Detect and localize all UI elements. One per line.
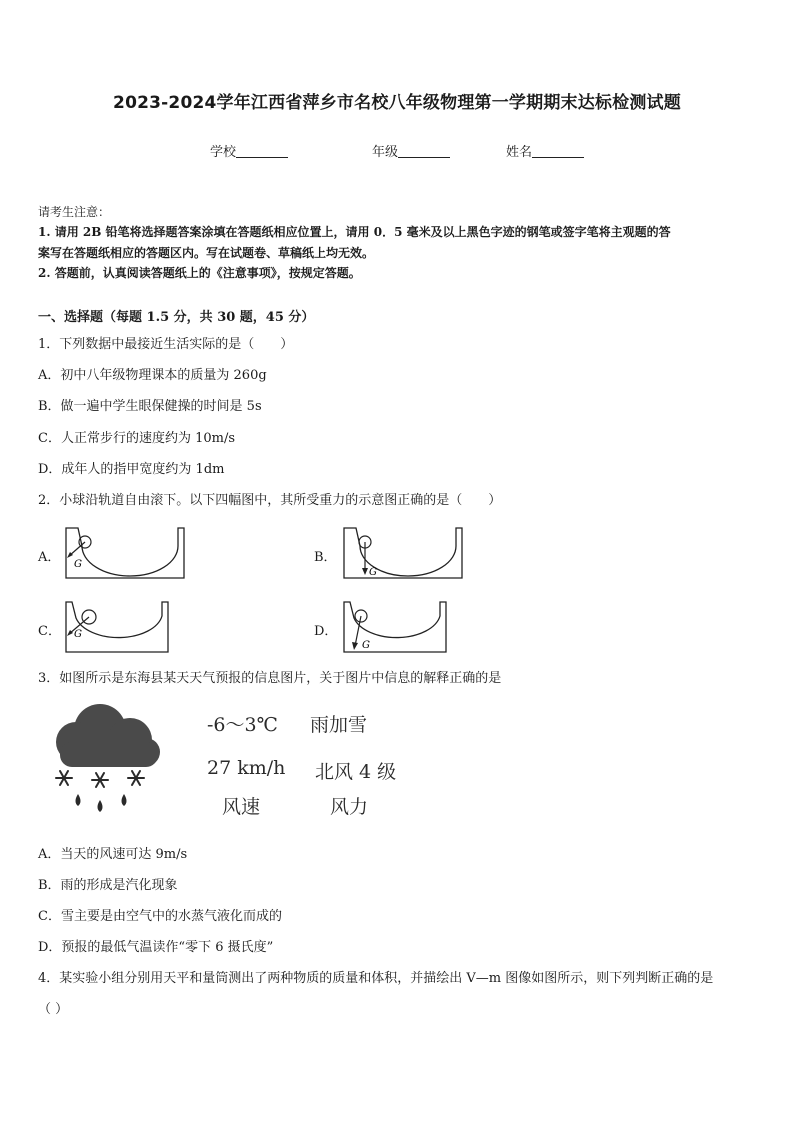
weather-wind-level: 北风 4 级 [315, 761, 397, 783]
cloud-icon [56, 704, 160, 767]
q1-stem: 1．下列数据中最接近生活实际的是（ ） [38, 337, 294, 352]
weather-condition: 雨加雪 [310, 714, 368, 736]
notice-line-2: 2. 答题前，认真阅读答题纸上的《注意事项》，按规定答题。 [38, 266, 361, 280]
q2-label-b: B． [314, 550, 337, 565]
q3-option-c: C．雪主要是由空气中的水蒸气液化而成的 [38, 909, 282, 924]
notice-line-1a: 1. 请用 2B 铅笔将选择题答案涂填在答题纸相应位置上，请用 0．5 毫米及以上黑色字迹的钢笔或签字笔将主观题的答 [38, 225, 671, 239]
snowflake-icons [56, 771, 144, 787]
name-field [506, 141, 584, 160]
track-a [66, 528, 184, 578]
g-label-b: G [369, 567, 377, 578]
school-blank [236, 144, 288, 158]
grade-label: 年级 [372, 145, 399, 160]
g-label-d: G [362, 640, 370, 651]
school-field [210, 141, 288, 160]
raindrop-icons [76, 794, 127, 812]
q2-label-c: C． [38, 624, 61, 639]
q1-option-a: A．初中八年级物理课本的质量为 260g [38, 368, 267, 383]
rain-snow-weather-icon [48, 700, 164, 818]
q2-label-a: A． [38, 550, 61, 565]
q1-option-d: D．成年人的指甲宽度约为 1dm [38, 462, 225, 477]
track-diagram-d [340, 600, 470, 656]
track-c [66, 602, 168, 652]
q4-answer-paren: （ ） [38, 1002, 69, 1017]
track-b [344, 528, 462, 578]
weather-wind-speed: 27 km/h [207, 757, 286, 779]
weather-force-label: 风力 [330, 796, 369, 818]
grade-blank [398, 144, 450, 158]
page-title: 2023-2024学年江西省萍乡市名校八年级物理第一学期期末达标检测试题 [113, 93, 681, 113]
g-label-c: G [74, 629, 82, 640]
name-label: 姓名 [506, 145, 533, 160]
name-blank [532, 144, 584, 158]
q3-stem: 3．如图所示是东海县某天天气预报的信息图片，关于图片中信息的解释正确的是 [38, 671, 502, 686]
q1-option-c: C．人正常步行的速度约为 10m/s [38, 431, 235, 446]
q3-option-a: A．当天的风速可达 9m/s [38, 847, 188, 862]
q4-stem: 4．某实验小组分别用天平和量筒测出了两种物质的质量和体积，并描绘出 V—m 图像如图所示，则下列判断正确的是 [38, 971, 714, 986]
section-heading: 一、选择题（每题 1.5 分，共 30 题，45 分） [38, 310, 315, 325]
track-diagram-c [62, 600, 192, 656]
q1-option-b: B．做一遍中学生眼保健操的时间是 5s [38, 399, 262, 414]
weather-speed-label: 风速 [222, 796, 261, 818]
grade-field [372, 141, 450, 160]
notice-heading: 请考生注意： [38, 205, 111, 219]
school-label: 学校 [210, 145, 237, 160]
q3-option-d: D．预报的最低气温读作“零下 6 摄氏度” [38, 940, 274, 955]
q3-option-b: B．雨的形成是汽化现象 [38, 878, 178, 893]
weather-temperature: -6～3℃ [207, 714, 278, 736]
track-diagram-a [62, 526, 192, 582]
notice-line-1b: 案写在答题纸相应的答题区内。写在试题卷、草稿纸上均无效。 [38, 246, 375, 260]
q2-label-d: D． [314, 624, 338, 639]
arrowhead-b [362, 568, 368, 575]
arrowhead-d [352, 642, 358, 650]
track-diagram-b [340, 526, 470, 582]
g-label-a: G [74, 559, 82, 570]
q2-stem: 2．小球沿轨道自由滚下。以下四幅图中，其所受重力的示意图正确的是（ ） [38, 493, 502, 508]
